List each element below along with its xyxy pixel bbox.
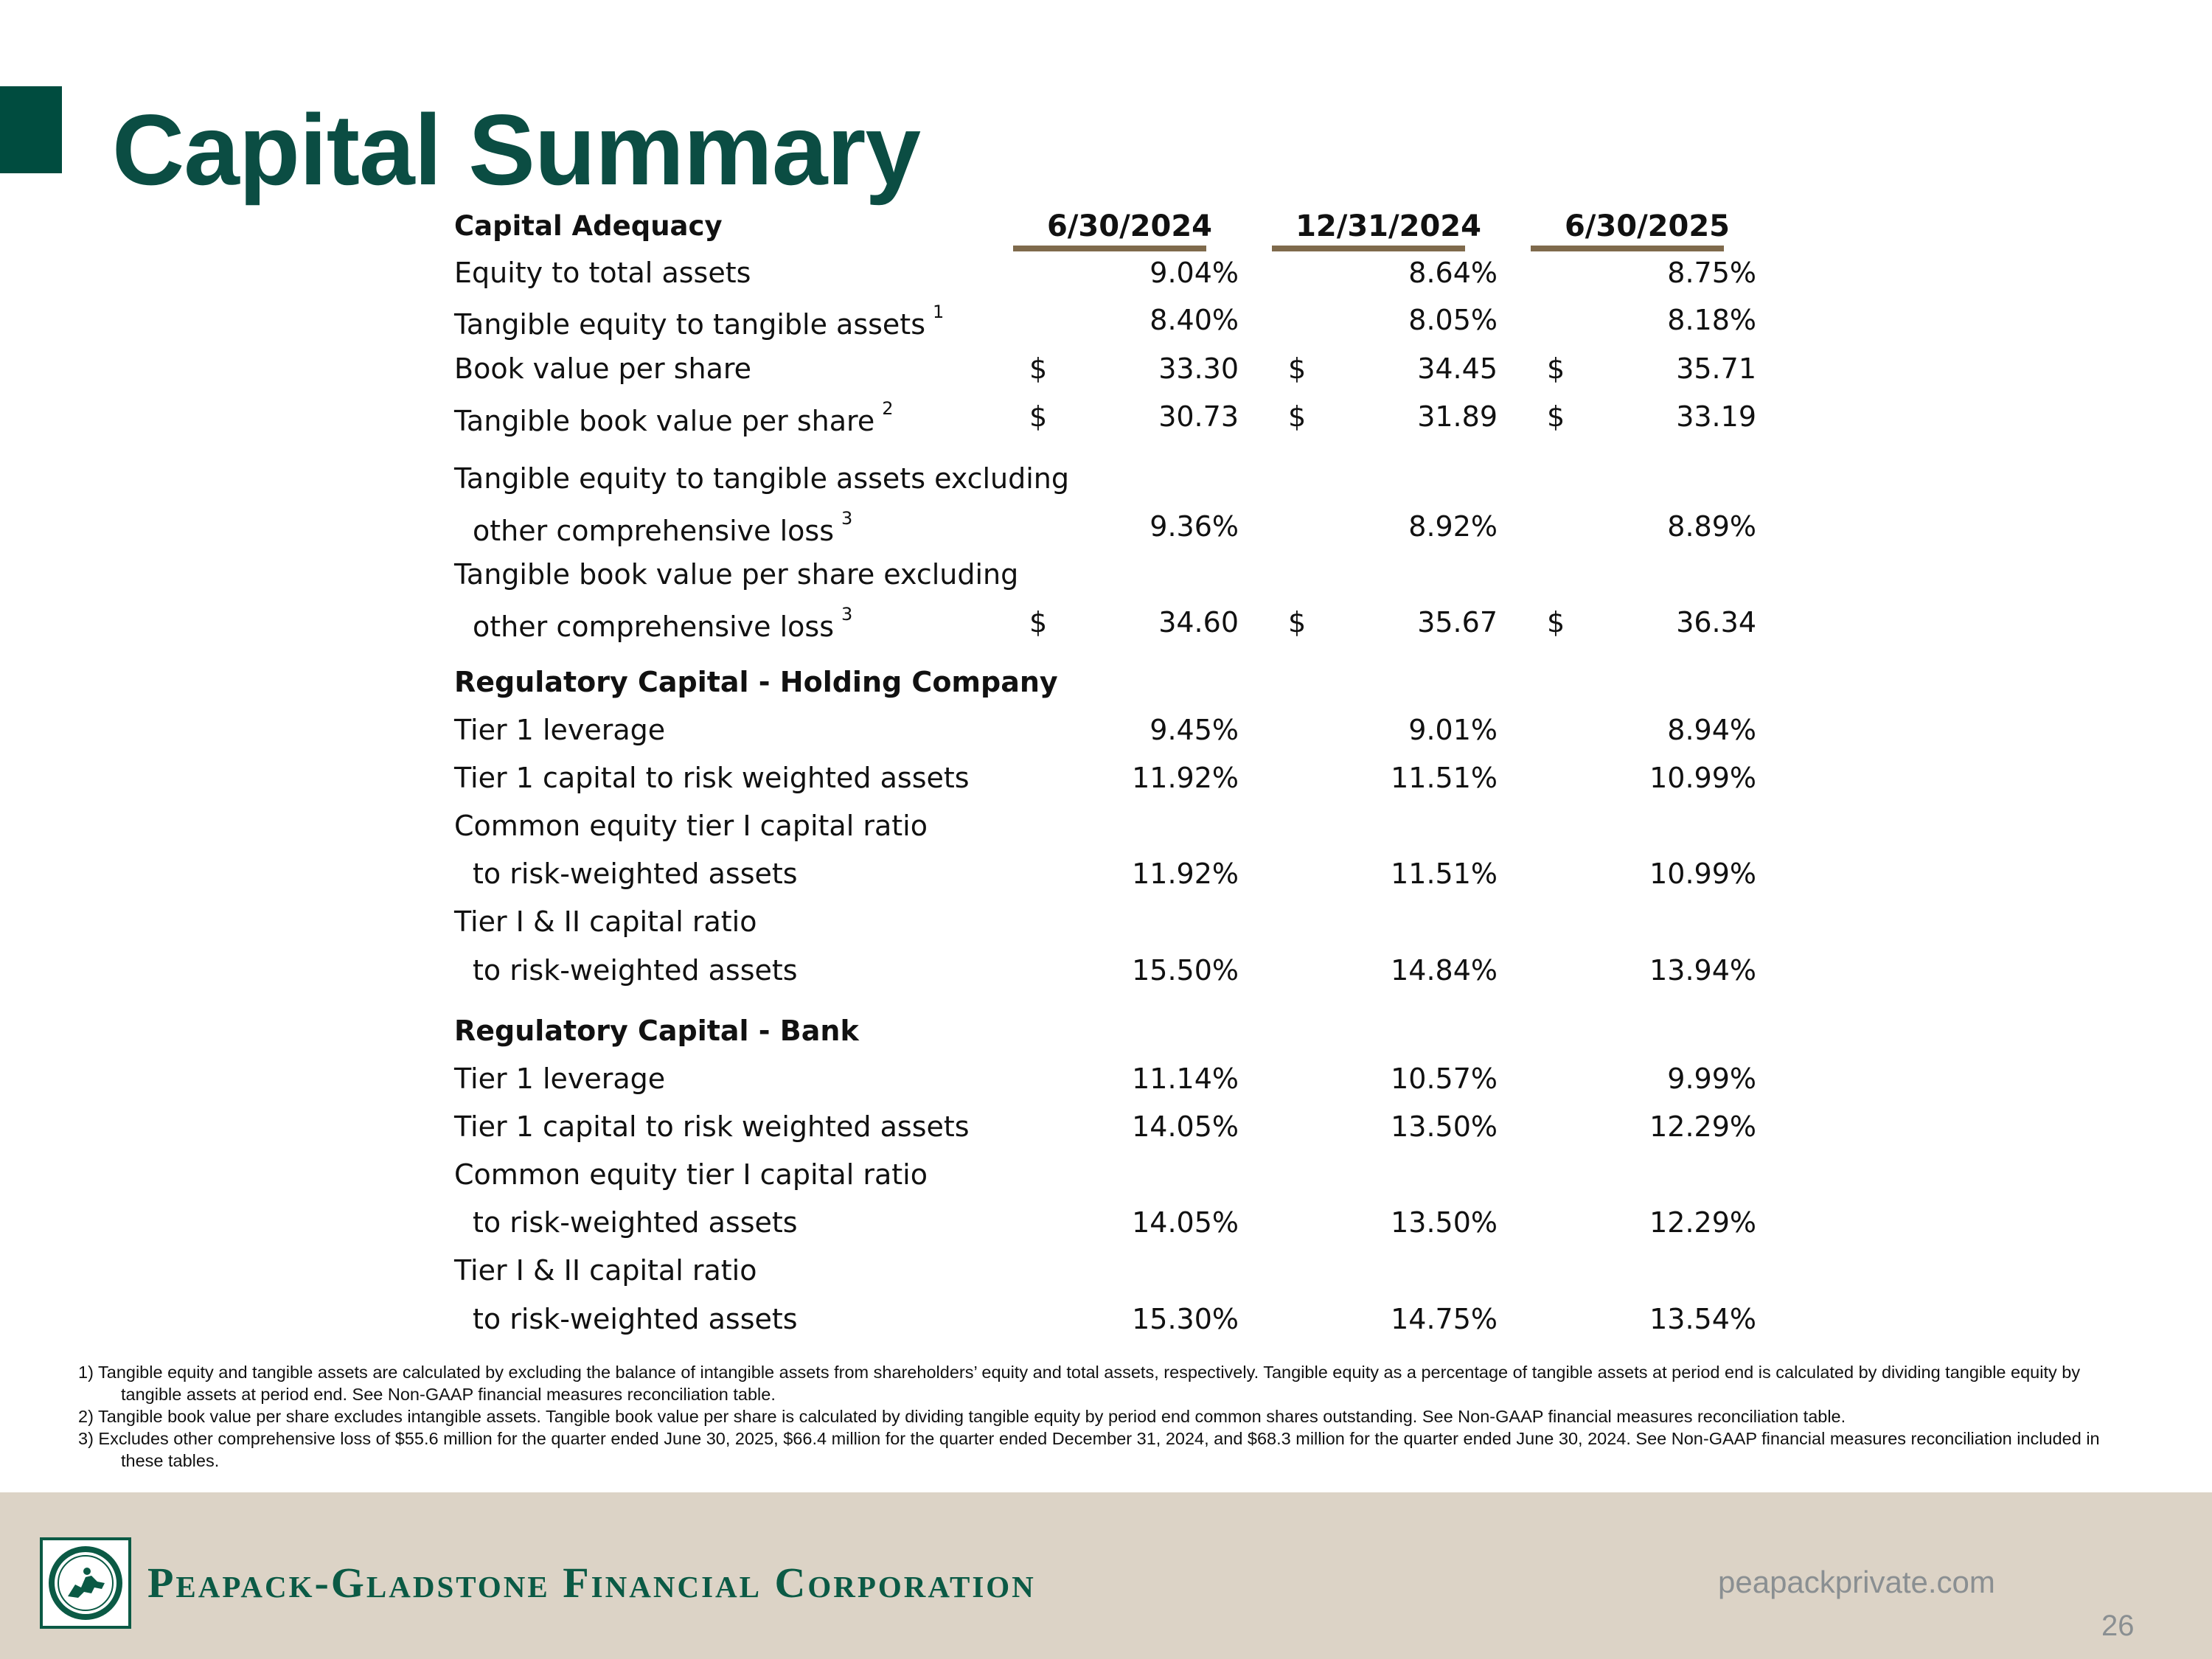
footnotes	[78, 1361, 2143, 1472]
section-bank: Regulatory Capital - Bank	[454, 1015, 859, 1047]
page-number: 26	[2101, 1610, 2135, 1642]
row-label-continued: other comprehensive loss $^3$	[473, 604, 853, 643]
cell-value: 8.89%	[1667, 510, 1756, 543]
column-header-2: 12/31/2024	[1295, 209, 1481, 243]
cell-value: 31.89	[1417, 400, 1498, 433]
row-label-holding-tier1-leverage: Tier 1 leverage	[454, 714, 666, 746]
company-name: Peapack-Gladstone Financial Corporation	[147, 1559, 1036, 1607]
cell-value: 13.50%	[1391, 1206, 1498, 1239]
cell-value: 30.73	[1158, 400, 1239, 433]
row-label-holding-cet1: Common equity tier I capital ratio	[454, 810, 928, 842]
currency-symbol: $	[1029, 400, 1048, 433]
cell-value: 8.05%	[1408, 304, 1498, 336]
cell-value: 14.84%	[1391, 954, 1498, 987]
cell-value: 12.29%	[1649, 1110, 1756, 1143]
footnote-ref: 2	[882, 398, 894, 419]
row-label-continued: to risk-weighted assets	[473, 1206, 798, 1239]
page-title: Capital Summary	[112, 94, 921, 206]
cell-value: 8.18%	[1667, 304, 1756, 336]
row-label-continued: to risk-weighted assets	[473, 1303, 798, 1335]
row-label-holding-total-capital: Tier I & II capital ratio	[454, 905, 757, 938]
cell-value: 8.40%	[1150, 304, 1239, 336]
cell-value: 35.67	[1417, 606, 1498, 639]
currency-symbol: $	[1029, 352, 1048, 385]
cell-value: 33.19	[1676, 400, 1756, 433]
row-label-book-value-per-share: Book value per share	[454, 352, 752, 385]
currency-symbol: $	[1547, 400, 1565, 433]
cell-value: 8.94%	[1667, 714, 1756, 746]
row-label-bank-cet1: Common equity tier I capital ratio	[454, 1158, 928, 1191]
cell-value: 8.64%	[1408, 257, 1498, 289]
column-header-3: 6/30/2025	[1564, 209, 1731, 243]
row-label-holding-tier1-rwa: Tier 1 capital to risk weighted assets	[454, 762, 970, 794]
cell-value: 9.04%	[1150, 257, 1239, 289]
row-label-tangible-equity-ratio: Tangible equity to tangible assets $^1$	[454, 302, 945, 341]
column-rule-2	[1272, 246, 1465, 251]
cell-value: 11.92%	[1132, 762, 1239, 794]
company-seal-logo	[40, 1537, 131, 1629]
website-link[interactable]: peapackprivate.com	[1718, 1565, 1995, 1599]
cell-value: 13.94%	[1649, 954, 1756, 987]
footnote-ref: 3	[841, 508, 853, 529]
row-label-equity-to-total-assets: Equity to total assets	[454, 257, 751, 289]
cell-value: 34.60	[1158, 606, 1239, 639]
cell-value: 12.29%	[1649, 1206, 1756, 1239]
cell-value: 9.01%	[1408, 714, 1498, 746]
column-rule-1	[1013, 246, 1206, 251]
cell-value: 14.75%	[1391, 1303, 1498, 1335]
cell-value: 14.05%	[1132, 1110, 1239, 1143]
cell-value: 34.45	[1417, 352, 1498, 385]
currency-symbol: $	[1547, 352, 1565, 385]
cell-value: 15.30%	[1132, 1303, 1239, 1335]
cell-value: 9.99%	[1667, 1062, 1756, 1095]
footnote-1: 1) Tangible equity and tangible assets are calculated by excluding the balance of intangible assets from shareholders’ equity and total assets, respectively. Tangible equity as a percentage of tangible assets at period end is calculated by dividing tangible equity by tangible assets at period end. See Non-GAAP financial measures reconciliation table.	[78, 1363, 2081, 1404]
column-header-1: 6/30/2024	[1046, 209, 1213, 243]
cell-value: 35.71	[1676, 352, 1756, 385]
cell-value: 10.57%	[1391, 1062, 1498, 1095]
cell-value: 9.36%	[1150, 510, 1239, 543]
cell-value: 33.30	[1158, 352, 1239, 385]
row-label-continued: to risk-weighted assets	[473, 954, 798, 987]
cell-value: 10.99%	[1649, 858, 1756, 890]
cell-value: 10.99%	[1649, 762, 1756, 794]
currency-symbol: $	[1288, 352, 1307, 385]
row-label-bank-tier1-leverage: Tier 1 leverage	[454, 1062, 666, 1095]
cell-value: 11.14%	[1132, 1062, 1239, 1095]
cell-value: 13.54%	[1649, 1303, 1756, 1335]
cell-value: 13.50%	[1391, 1110, 1498, 1143]
row-label-bank-total-capital: Tier I & II capital ratio	[454, 1254, 757, 1287]
section-holding-company: Regulatory Capital - Holding Company	[454, 666, 1058, 698]
column-rule-3	[1531, 246, 1724, 251]
currency-symbol: $	[1288, 400, 1307, 433]
cell-value: 15.50%	[1132, 954, 1239, 987]
footnote-ref: 3	[841, 604, 853, 625]
row-label-continued: to risk-weighted assets	[473, 858, 798, 890]
row-label-continued: other comprehensive loss $^3$	[473, 508, 853, 547]
row-label-tangible-book-value-per-share: Tangible book value per share $^2$	[454, 398, 894, 437]
cell-value: 14.05%	[1132, 1206, 1239, 1239]
row-label-bank-tier1-rwa: Tier 1 capital to risk weighted assets	[454, 1110, 970, 1143]
currency-symbol: $	[1288, 606, 1307, 639]
cell-value: 11.92%	[1132, 858, 1239, 890]
footnote-2: 2) Tangible book value per share excludes intangible assets. Tangible book value per share is calculated by dividing tangible equity by period end common shares outstanding. See Non-GAAP financial measures reconciliation table.	[78, 1407, 1846, 1426]
cell-value: 11.51%	[1391, 762, 1498, 794]
cell-value: 8.92%	[1408, 510, 1498, 543]
cell-value: 11.51%	[1391, 858, 1498, 890]
footnote-3: 3) Excludes other comprehensive loss of $55.6 million for the quarter ended June 30, 2025, $66.4 million for the quarter ended December 31, 2024, and $68.3 million for the quarter ended June 30, 2024. See Non-GAAP financial measures reconciliation included in these tables.	[78, 1429, 2100, 1470]
row-label-tangible-equity-ex-aoci: Tangible equity to tangible assets excluding	[454, 462, 1070, 495]
footnote-ref: 1	[933, 302, 945, 322]
cell-value: 8.75%	[1667, 257, 1756, 289]
cell-value: 36.34	[1676, 606, 1756, 639]
currency-symbol: $	[1547, 606, 1565, 639]
cell-value: 9.45%	[1150, 714, 1239, 746]
section-capital-adequacy: Capital Adequacy	[454, 210, 723, 242]
row-label-tangible-bvps-ex-aoci: Tangible book value per share excluding	[454, 558, 1019, 591]
currency-symbol: $	[1029, 606, 1048, 639]
